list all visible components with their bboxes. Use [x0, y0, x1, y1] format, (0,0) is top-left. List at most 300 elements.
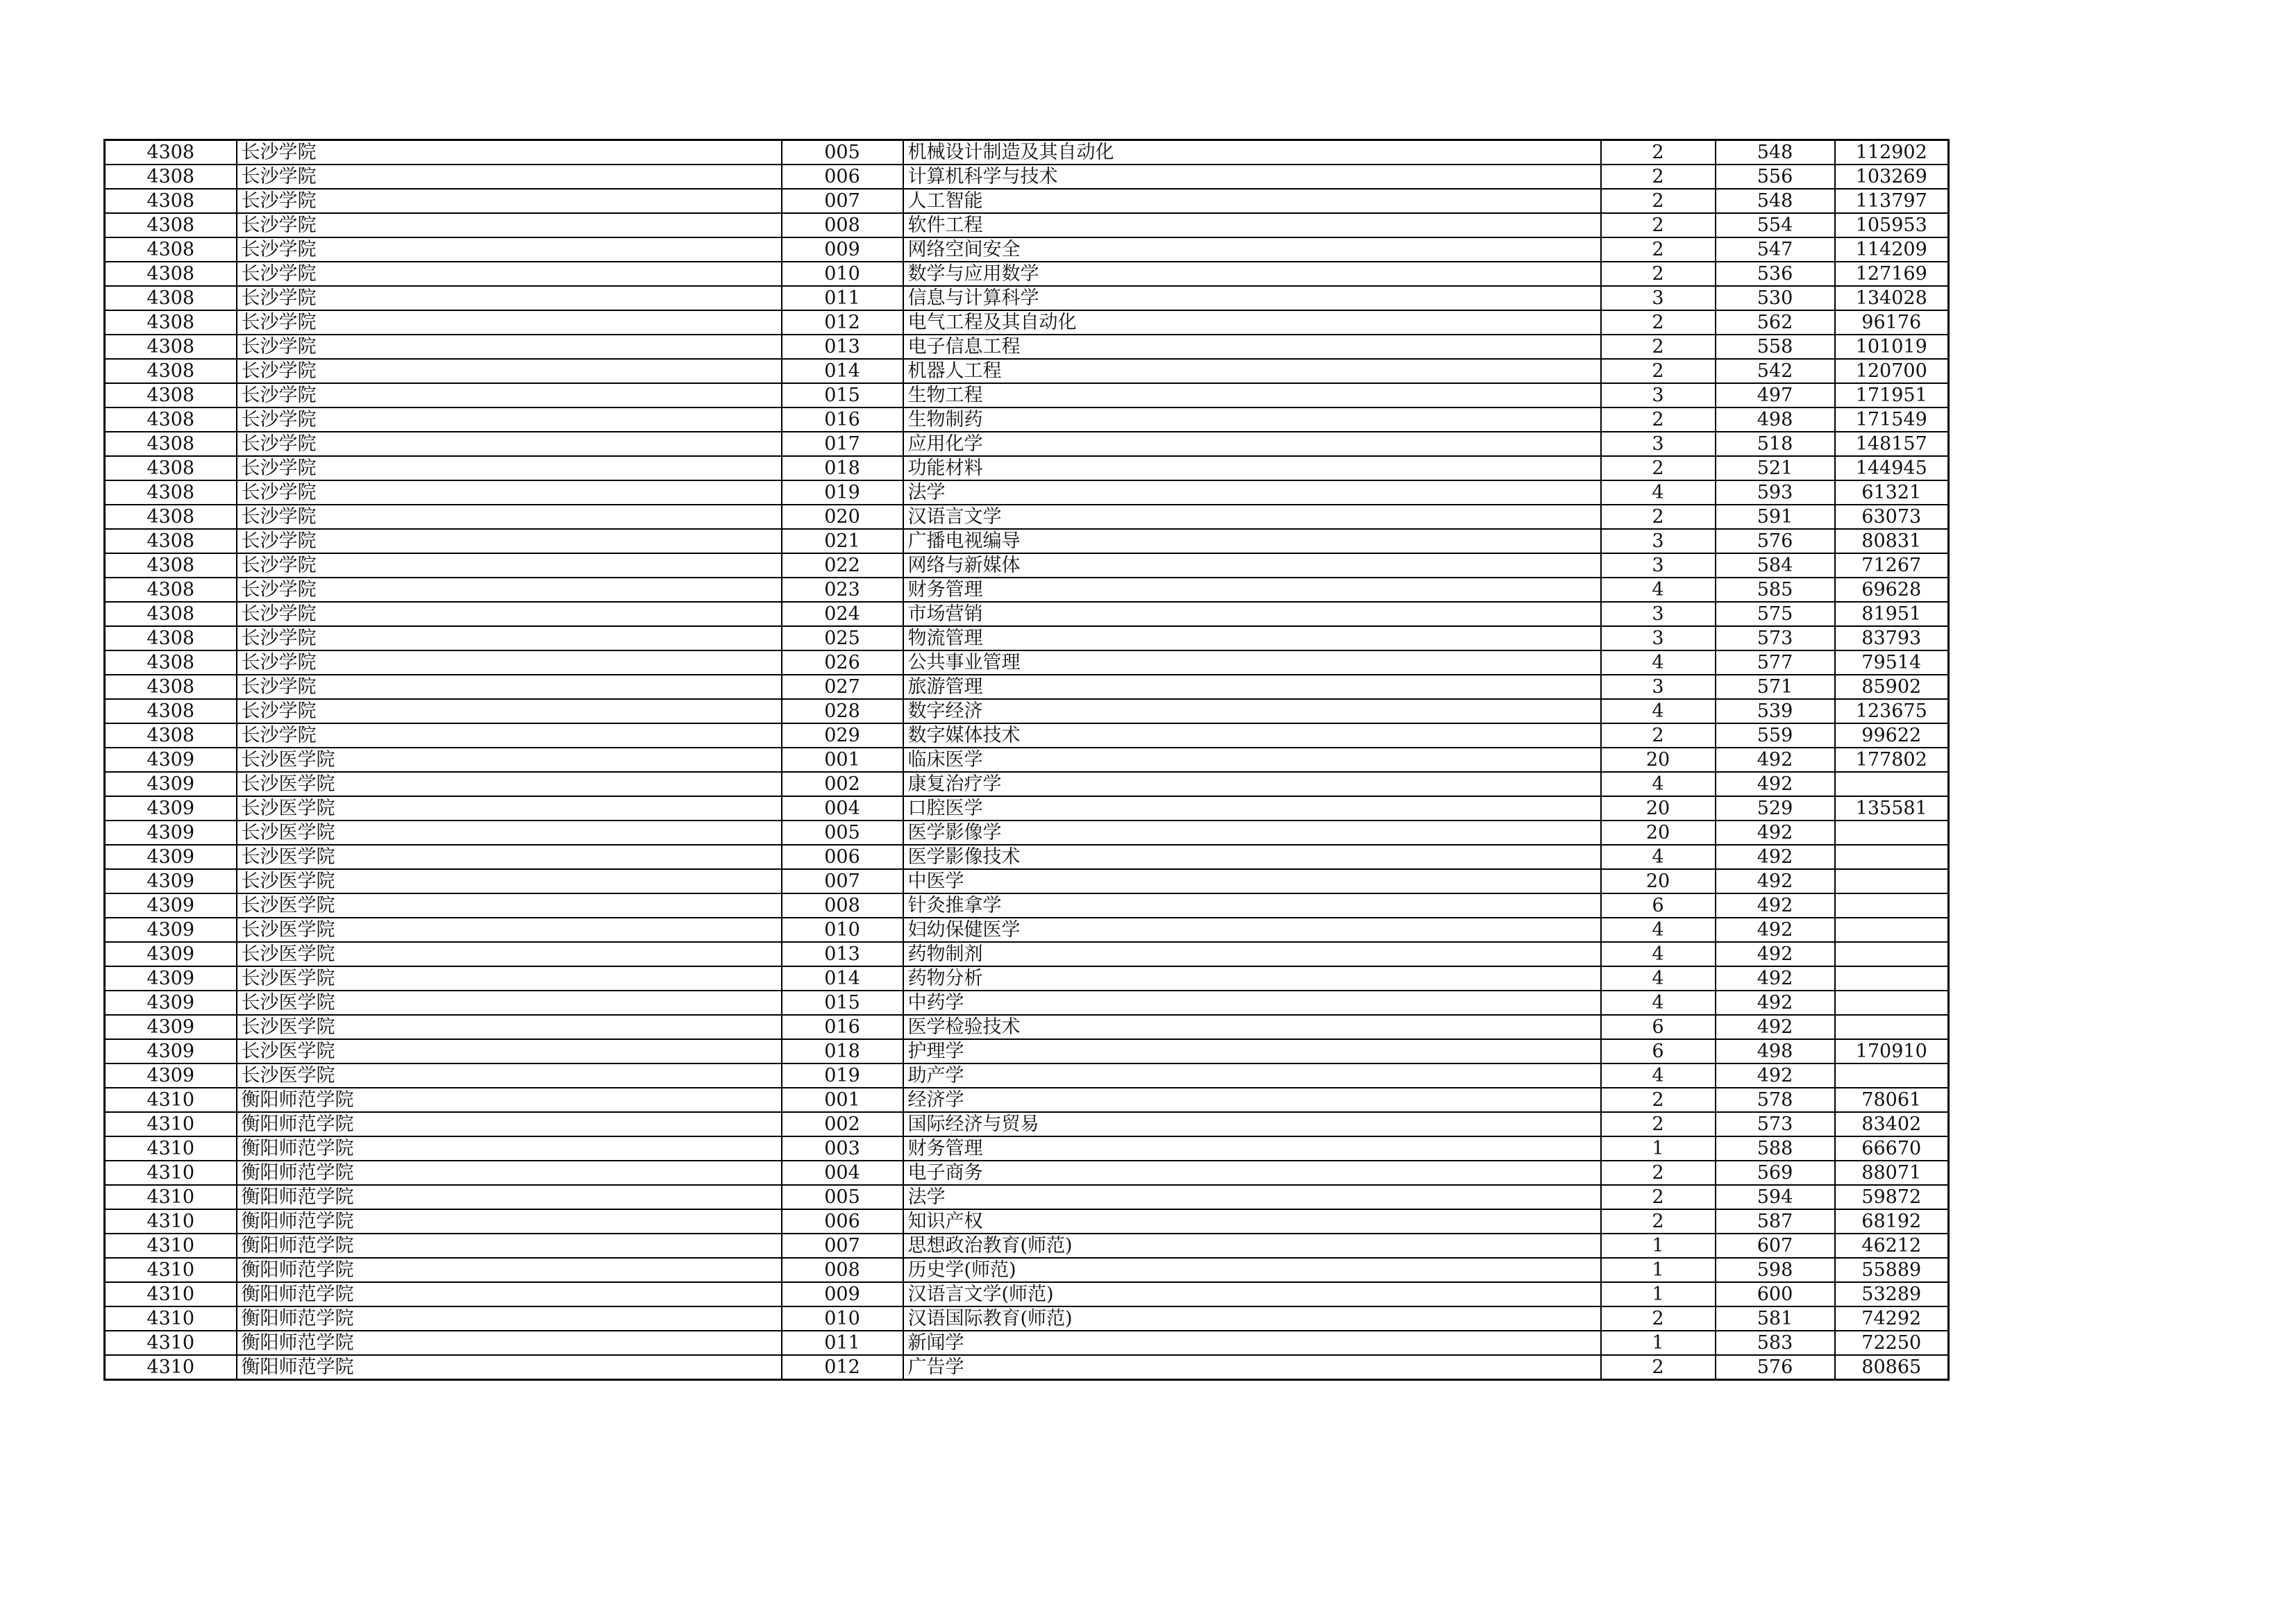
table-row	[105, 1258, 1949, 1282]
school-name-cell: 衡阳师范学院	[237, 1282, 782, 1306]
school-name-cell: 长沙医学院	[237, 893, 782, 918]
plan-count-cell: 2	[1601, 1112, 1716, 1136]
school-code-cell: 4308	[105, 335, 237, 359]
major-name-cell: 中医学	[903, 869, 1601, 893]
table-row	[105, 1015, 1949, 1039]
school-code-cell: 4310	[105, 1355, 237, 1380]
min-rank-cell: 80865	[1835, 1355, 1949, 1380]
school-code-cell: 4308	[105, 602, 237, 626]
admissions-table	[103, 139, 1950, 1381]
major-code-cell: 026	[782, 650, 903, 675]
table-row	[105, 748, 1949, 772]
min-rank-cell	[1835, 991, 1949, 1015]
min-rank-cell: 113797	[1835, 189, 1949, 213]
min-rank-cell	[1835, 966, 1949, 991]
min-rank-cell: 171549	[1835, 407, 1949, 432]
major-name-cell: 国际经济与贸易	[903, 1112, 1601, 1136]
plan-count-cell: 4	[1601, 918, 1716, 942]
school-code-cell: 4308	[105, 480, 237, 505]
min-score-cell: 562	[1716, 310, 1835, 335]
min-rank-cell: 103269	[1835, 165, 1949, 189]
table-row	[105, 286, 1949, 310]
major-name-cell: 临床医学	[903, 748, 1601, 772]
major-code-cell: 028	[782, 699, 903, 723]
plan-count-cell: 4	[1601, 699, 1716, 723]
plan-count-cell: 2	[1601, 1185, 1716, 1209]
table-row	[105, 1234, 1949, 1258]
major-name-cell: 机器人工程	[903, 359, 1601, 383]
major-code-cell: 006	[782, 165, 903, 189]
min-score-cell: 587	[1716, 1209, 1835, 1234]
min-rank-cell	[1835, 893, 1949, 918]
table-row	[105, 189, 1949, 213]
major-code-cell: 006	[782, 845, 903, 869]
major-code-cell: 007	[782, 189, 903, 213]
major-code-cell: 029	[782, 723, 903, 748]
min-score-cell: 593	[1716, 480, 1835, 505]
school-code-cell: 4309	[105, 869, 237, 893]
min-score-cell: 542	[1716, 359, 1835, 383]
school-code-cell: 4310	[105, 1088, 237, 1112]
min-rank-cell: 144945	[1835, 456, 1949, 480]
school-name-cell: 长沙学院	[237, 189, 782, 213]
min-score-cell: 594	[1716, 1185, 1835, 1209]
min-rank-cell: 105953	[1835, 213, 1949, 237]
min-score-cell: 571	[1716, 675, 1835, 699]
min-score-cell: 576	[1716, 529, 1835, 553]
min-rank-cell: 83793	[1835, 626, 1949, 650]
plan-count-cell: 2	[1601, 1088, 1716, 1112]
major-code-cell: 010	[782, 918, 903, 942]
min-rank-cell: 85902	[1835, 675, 1949, 699]
table-row	[105, 675, 1949, 699]
major-name-cell: 经济学	[903, 1088, 1601, 1112]
min-score-cell: 497	[1716, 383, 1835, 407]
plan-count-cell: 2	[1601, 237, 1716, 262]
school-code-cell: 4308	[105, 213, 237, 237]
plan-count-cell: 1	[1601, 1331, 1716, 1355]
major-name-cell: 助产学	[903, 1063, 1601, 1088]
min-rank-cell: 80831	[1835, 529, 1949, 553]
major-name-cell: 物流管理	[903, 626, 1601, 650]
table-row	[105, 262, 1949, 286]
major-code-cell: 007	[782, 1234, 903, 1258]
school-name-cell: 长沙学院	[237, 650, 782, 675]
min-rank-cell	[1835, 869, 1949, 893]
plan-count-cell: 3	[1601, 383, 1716, 407]
table-row	[105, 966, 1949, 991]
major-name-cell: 针灸推拿学	[903, 893, 1601, 918]
min-score-cell: 600	[1716, 1282, 1835, 1306]
table-row	[105, 529, 1949, 553]
school-code-cell: 4308	[105, 262, 237, 286]
min-score-cell: 583	[1716, 1331, 1835, 1355]
school-code-cell: 4308	[105, 529, 237, 553]
min-score-cell: 492	[1716, 991, 1835, 1015]
school-code-cell: 4308	[105, 189, 237, 213]
plan-count-cell: 3	[1601, 675, 1716, 699]
table-row	[105, 1063, 1949, 1088]
major-name-cell: 数字媒体技术	[903, 723, 1601, 748]
major-name-cell: 数学与应用数学	[903, 262, 1601, 286]
min-score-cell: 578	[1716, 1088, 1835, 1112]
table-row	[105, 893, 1949, 918]
major-name-cell: 公共事业管理	[903, 650, 1601, 675]
school-name-cell: 衡阳师范学院	[237, 1112, 782, 1136]
major-name-cell: 药物分析	[903, 966, 1601, 991]
school-name-cell: 长沙学院	[237, 456, 782, 480]
min-rank-cell: 127169	[1835, 262, 1949, 286]
min-rank-cell: 59872	[1835, 1185, 1949, 1209]
min-rank-cell: 112902	[1835, 140, 1949, 165]
min-score-cell: 607	[1716, 1234, 1835, 1258]
major-name-cell: 网络与新媒体	[903, 553, 1601, 578]
school-name-cell: 长沙学院	[237, 335, 782, 359]
major-code-cell: 004	[782, 1161, 903, 1185]
major-name-cell: 市场营销	[903, 602, 1601, 626]
min-rank-cell	[1835, 845, 1949, 869]
major-code-cell: 012	[782, 1355, 903, 1380]
major-code-cell: 002	[782, 1112, 903, 1136]
table-row	[105, 553, 1949, 578]
min-rank-cell: 68192	[1835, 1209, 1949, 1234]
major-code-cell: 006	[782, 1209, 903, 1234]
school-code-cell: 4308	[105, 237, 237, 262]
min-score-cell: 492	[1716, 1063, 1835, 1088]
plan-count-cell: 3	[1601, 626, 1716, 650]
plan-count-cell: 2	[1601, 262, 1716, 286]
min-score-cell: 548	[1716, 140, 1835, 165]
major-code-cell: 008	[782, 893, 903, 918]
school-code-cell: 4308	[105, 286, 237, 310]
school-code-cell: 4308	[105, 165, 237, 189]
school-code-cell: 4309	[105, 845, 237, 869]
plan-count-cell: 6	[1601, 893, 1716, 918]
major-code-cell: 008	[782, 1258, 903, 1282]
min-score-cell: 539	[1716, 699, 1835, 723]
table-row	[105, 407, 1949, 432]
school-code-cell: 4308	[105, 505, 237, 529]
major-name-cell: 数字经济	[903, 699, 1601, 723]
min-score-cell: 492	[1716, 869, 1835, 893]
school-name-cell: 长沙学院	[237, 529, 782, 553]
school-name-cell: 长沙学院	[237, 383, 782, 407]
plan-count-cell: 6	[1601, 1015, 1716, 1039]
major-code-cell: 004	[782, 796, 903, 821]
table-row	[105, 213, 1949, 237]
school-name-cell: 衡阳师范学院	[237, 1209, 782, 1234]
plan-count-cell: 2	[1601, 1209, 1716, 1234]
major-code-cell: 014	[782, 359, 903, 383]
school-code-cell: 4310	[105, 1136, 237, 1161]
min-score-cell: 518	[1716, 432, 1835, 456]
major-name-cell: 机械设计制造及其自动化	[903, 140, 1601, 165]
major-name-cell: 生物工程	[903, 383, 1601, 407]
school-code-cell: 4310	[105, 1209, 237, 1234]
school-code-cell: 4309	[105, 748, 237, 772]
min-score-cell: 492	[1716, 893, 1835, 918]
plan-count-cell: 2	[1601, 1161, 1716, 1185]
plan-count-cell: 2	[1601, 505, 1716, 529]
plan-count-cell: 2	[1601, 456, 1716, 480]
major-name-cell: 法学	[903, 480, 1601, 505]
school-name-cell: 长沙学院	[237, 553, 782, 578]
min-rank-cell: 69628	[1835, 578, 1949, 602]
plan-count-cell: 1	[1601, 1234, 1716, 1258]
school-name-cell: 长沙医学院	[237, 845, 782, 869]
major-code-cell: 023	[782, 578, 903, 602]
major-code-cell: 013	[782, 942, 903, 966]
plan-count-cell: 2	[1601, 165, 1716, 189]
school-code-cell: 4308	[105, 383, 237, 407]
min-score-cell: 536	[1716, 262, 1835, 286]
min-rank-cell: 53289	[1835, 1282, 1949, 1306]
min-score-cell: 492	[1716, 772, 1835, 796]
school-code-cell: 4309	[105, 1015, 237, 1039]
major-code-cell: 005	[782, 1185, 903, 1209]
min-rank-cell: 61321	[1835, 480, 1949, 505]
school-name-cell: 长沙学院	[237, 310, 782, 335]
min-score-cell: 556	[1716, 165, 1835, 189]
school-code-cell: 4310	[105, 1331, 237, 1355]
plan-count-cell: 4	[1601, 578, 1716, 602]
min-score-cell: 492	[1716, 966, 1835, 991]
min-score-cell: 492	[1716, 748, 1835, 772]
plan-count-cell: 3	[1601, 286, 1716, 310]
table-row	[105, 480, 1949, 505]
table-row	[105, 650, 1949, 675]
plan-count-cell: 2	[1601, 140, 1716, 165]
major-name-cell: 汉语言文学(师范)	[903, 1282, 1601, 1306]
school-code-cell: 4308	[105, 699, 237, 723]
school-code-cell: 4308	[105, 675, 237, 699]
major-name-cell: 广播电视编导	[903, 529, 1601, 553]
school-name-cell: 长沙学院	[237, 407, 782, 432]
table-row	[105, 602, 1949, 626]
min-score-cell: 569	[1716, 1161, 1835, 1185]
table-row	[105, 796, 1949, 821]
major-name-cell: 口腔医学	[903, 796, 1601, 821]
school-name-cell: 衡阳师范学院	[237, 1185, 782, 1209]
min-rank-cell: 71267	[1835, 553, 1949, 578]
major-name-cell: 中药学	[903, 991, 1601, 1015]
school-code-cell: 4310	[105, 1112, 237, 1136]
plan-count-cell: 1	[1601, 1136, 1716, 1161]
school-code-cell: 4309	[105, 772, 237, 796]
school-code-cell: 4308	[105, 359, 237, 383]
major-name-cell: 计算机科学与技术	[903, 165, 1601, 189]
plan-count-cell: 3	[1601, 529, 1716, 553]
school-name-cell: 长沙学院	[237, 675, 782, 699]
plan-count-cell: 2	[1601, 1306, 1716, 1331]
major-name-cell: 电子信息工程	[903, 335, 1601, 359]
table-row	[105, 432, 1949, 456]
plan-count-cell: 2	[1601, 359, 1716, 383]
school-name-cell: 长沙学院	[237, 213, 782, 237]
min-score-cell: 492	[1716, 845, 1835, 869]
major-name-cell: 历史学(师范)	[903, 1258, 1601, 1282]
school-name-cell: 衡阳师范学院	[237, 1331, 782, 1355]
plan-count-cell: 6	[1601, 1039, 1716, 1063]
table-row	[105, 1161, 1949, 1185]
min-rank-cell	[1835, 1015, 1949, 1039]
min-rank-cell: 135581	[1835, 796, 1949, 821]
min-rank-cell	[1835, 942, 1949, 966]
school-name-cell: 长沙学院	[237, 578, 782, 602]
table-row	[105, 1355, 1949, 1380]
plan-count-cell: 20	[1601, 821, 1716, 845]
min-rank-cell: 66670	[1835, 1136, 1949, 1161]
school-name-cell: 衡阳师范学院	[237, 1258, 782, 1282]
school-code-cell: 4310	[105, 1185, 237, 1209]
table-row	[105, 1306, 1949, 1331]
school-name-cell: 长沙医学院	[237, 1039, 782, 1063]
min-score-cell: 575	[1716, 602, 1835, 626]
major-name-cell: 财务管理	[903, 578, 1601, 602]
school-name-cell: 长沙学院	[237, 699, 782, 723]
school-name-cell: 长沙医学院	[237, 1015, 782, 1039]
school-code-cell: 4308	[105, 456, 237, 480]
school-code-cell: 4309	[105, 918, 237, 942]
school-code-cell: 4309	[105, 942, 237, 966]
min-rank-cell	[1835, 772, 1949, 796]
min-rank-cell	[1835, 918, 1949, 942]
table-row	[105, 1112, 1949, 1136]
table-row	[105, 359, 1949, 383]
min-rank-cell: 101019	[1835, 335, 1949, 359]
plan-count-cell: 2	[1601, 723, 1716, 748]
min-rank-cell: 114209	[1835, 237, 1949, 262]
school-code-cell: 4308	[105, 553, 237, 578]
major-code-cell: 013	[782, 335, 903, 359]
major-code-cell: 011	[782, 286, 903, 310]
school-code-cell: 4308	[105, 578, 237, 602]
school-name-cell: 长沙学院	[237, 286, 782, 310]
school-name-cell: 长沙学院	[237, 432, 782, 456]
major-code-cell: 020	[782, 505, 903, 529]
table-row	[105, 1331, 1949, 1355]
school-code-cell: 4309	[105, 893, 237, 918]
school-code-cell: 4310	[105, 1234, 237, 1258]
min-score-cell: 521	[1716, 456, 1835, 480]
school-name-cell: 长沙学院	[237, 505, 782, 529]
plan-count-cell: 2	[1601, 1355, 1716, 1380]
school-name-cell: 长沙学院	[237, 480, 782, 505]
min-rank-cell: 99622	[1835, 723, 1949, 748]
school-code-cell: 4308	[105, 407, 237, 432]
major-name-cell: 医学影像学	[903, 821, 1601, 845]
min-rank-cell: 79514	[1835, 650, 1949, 675]
min-score-cell: 559	[1716, 723, 1835, 748]
school-name-cell: 衡阳师范学院	[237, 1088, 782, 1112]
major-code-cell: 018	[782, 1039, 903, 1063]
table-row	[105, 335, 1949, 359]
school-name-cell: 长沙医学院	[237, 1063, 782, 1088]
major-name-cell: 信息与计算科学	[903, 286, 1601, 310]
table-row	[105, 1039, 1949, 1063]
major-code-cell: 016	[782, 1015, 903, 1039]
min-rank-cell: 78061	[1835, 1088, 1949, 1112]
min-rank-cell: 120700	[1835, 359, 1949, 383]
school-code-cell: 4309	[105, 1063, 237, 1088]
major-code-cell: 025	[782, 626, 903, 650]
table-row	[105, 456, 1949, 480]
min-rank-cell: 148157	[1835, 432, 1949, 456]
min-rank-cell: 88071	[1835, 1161, 1949, 1185]
school-name-cell: 长沙医学院	[237, 991, 782, 1015]
plan-count-cell: 2	[1601, 335, 1716, 359]
major-name-cell: 功能材料	[903, 456, 1601, 480]
school-name-cell: 衡阳师范学院	[237, 1136, 782, 1161]
table-row	[105, 237, 1949, 262]
plan-count-cell: 4	[1601, 1063, 1716, 1088]
min-score-cell: 492	[1716, 1015, 1835, 1039]
major-code-cell: 010	[782, 262, 903, 286]
major-code-cell: 003	[782, 1136, 903, 1161]
school-name-cell: 长沙学院	[237, 723, 782, 748]
major-name-cell: 人工智能	[903, 189, 1601, 213]
min-rank-cell: 171951	[1835, 383, 1949, 407]
major-code-cell: 019	[782, 480, 903, 505]
school-code-cell: 4310	[105, 1282, 237, 1306]
major-code-cell: 015	[782, 383, 903, 407]
plan-count-cell: 2	[1601, 310, 1716, 335]
min-score-cell: 492	[1716, 821, 1835, 845]
major-name-cell: 思想政治教育(师范)	[903, 1234, 1601, 1258]
major-code-cell: 015	[782, 991, 903, 1015]
plan-count-cell: 1	[1601, 1258, 1716, 1282]
min-rank-cell: 81951	[1835, 602, 1949, 626]
major-code-cell: 027	[782, 675, 903, 699]
school-name-cell: 长沙学院	[237, 237, 782, 262]
major-name-cell: 应用化学	[903, 432, 1601, 456]
table-row	[105, 1185, 1949, 1209]
min-rank-cell: 170910	[1835, 1039, 1949, 1063]
major-code-cell: 005	[782, 821, 903, 845]
major-code-cell: 001	[782, 748, 903, 772]
school-code-cell: 4310	[105, 1258, 237, 1282]
major-name-cell: 法学	[903, 1185, 1601, 1209]
table-row	[105, 140, 1949, 165]
plan-count-cell: 2	[1601, 407, 1716, 432]
min-score-cell: 548	[1716, 189, 1835, 213]
school-code-cell: 4308	[105, 626, 237, 650]
major-code-cell: 007	[782, 869, 903, 893]
school-name-cell: 长沙医学院	[237, 942, 782, 966]
major-code-cell: 012	[782, 310, 903, 335]
min-score-cell: 598	[1716, 1258, 1835, 1282]
plan-count-cell: 4	[1601, 942, 1716, 966]
school-code-cell: 4308	[105, 723, 237, 748]
table-row	[105, 942, 1949, 966]
major-code-cell: 005	[782, 140, 903, 165]
school-name-cell: 长沙医学院	[237, 821, 782, 845]
major-code-cell: 010	[782, 1306, 903, 1331]
min-score-cell: 577	[1716, 650, 1835, 675]
major-name-cell: 财务管理	[903, 1136, 1601, 1161]
table-row	[105, 821, 1949, 845]
table-row	[105, 845, 1949, 869]
table-row	[105, 626, 1949, 650]
school-name-cell: 长沙医学院	[237, 796, 782, 821]
plan-count-cell: 20	[1601, 748, 1716, 772]
major-name-cell: 网络空间安全	[903, 237, 1601, 262]
major-code-cell: 009	[782, 237, 903, 262]
school-name-cell: 长沙学院	[237, 165, 782, 189]
min-rank-cell: 96176	[1835, 310, 1949, 335]
major-name-cell: 旅游管理	[903, 675, 1601, 699]
min-score-cell: 492	[1716, 918, 1835, 942]
